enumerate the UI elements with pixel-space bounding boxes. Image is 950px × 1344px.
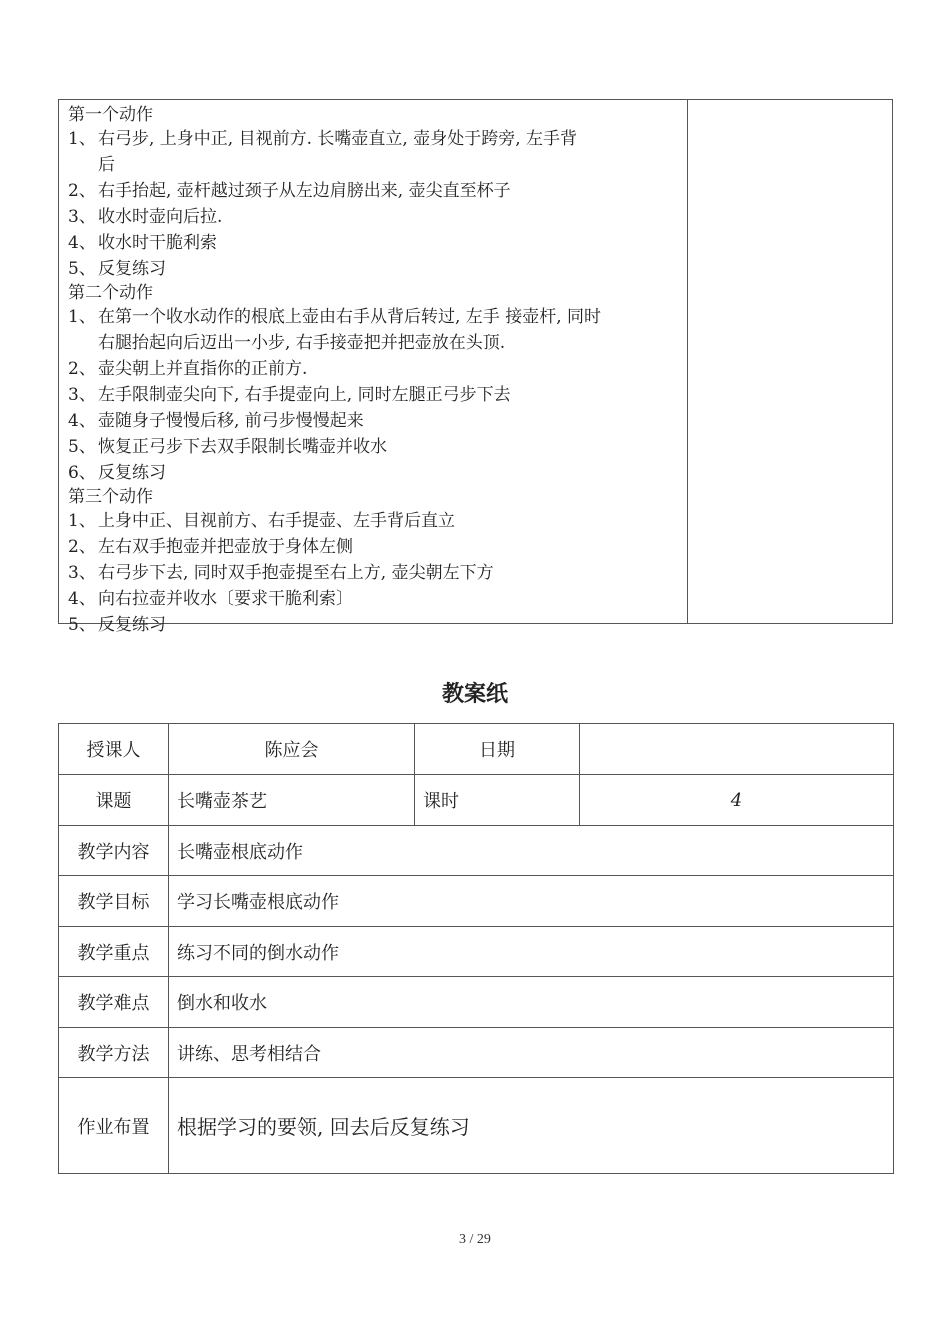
list-item	[68, 230, 668, 256]
item-text-continued: 后	[98, 155, 115, 175]
item-number: 4、	[68, 589, 96, 609]
list-item	[68, 178, 668, 204]
list-item	[68, 560, 668, 586]
item-text: 收水时干脆利索	[98, 233, 217, 253]
method-value: 讲练、思考相结合	[169, 1028, 894, 1078]
table-row	[59, 977, 894, 1028]
item-text: 右手抬起, 壶杆越过颈子从左边肩膀出来, 壶尖直至杯子	[98, 181, 511, 201]
item-text: 反复练习	[98, 463, 166, 483]
teacher-value: 陈应会	[169, 724, 415, 775]
item-text: 右弓步下去, 同时双手抱壶提至右上方, 壶尖朝左下方	[98, 563, 494, 583]
content-value: 长嘴壶根底动作	[169, 826, 894, 876]
list-item	[68, 586, 668, 612]
item-number: 1、	[68, 511, 96, 531]
hours-value: 4	[580, 775, 894, 826]
table-row	[59, 1078, 894, 1174]
key-point-label: 教学重点	[59, 927, 169, 977]
list-item	[68, 304, 668, 356]
list-item	[68, 408, 668, 434]
list-item	[68, 126, 668, 178]
item-number: 5、	[68, 615, 96, 635]
item-text: 向右拉壶并收水〔要求干脆利索〕	[98, 589, 353, 609]
item-text: 反复练习	[98, 259, 166, 279]
homework-label: 作业布置	[59, 1078, 169, 1174]
list-item	[68, 256, 668, 282]
item-number: 1、	[68, 307, 96, 327]
topic-value: 长嘴壶茶艺	[169, 775, 415, 826]
item-number: 4、	[68, 411, 96, 431]
section-title: 第三个动作	[68, 487, 153, 507]
hours-label: 课时	[415, 775, 580, 826]
item-text-continued: 右腿抬起向后迈出一小步, 右手接壶把并把壶放在头顶.	[98, 333, 506, 353]
item-number: 3、	[68, 207, 96, 227]
content-label: 教学内容	[59, 826, 169, 876]
item-text: 右弓步, 上身中正, 目视前方. 长嘴壶直立, 壶身处于跨旁, 左手背	[98, 129, 578, 149]
item-number: 2、	[68, 181, 96, 201]
list-item	[68, 508, 668, 534]
topic-label: 课题	[59, 775, 169, 826]
item-number: 5、	[68, 259, 96, 279]
date-label: 日期	[415, 724, 580, 775]
difficulty-value: 倒水和收水	[169, 977, 894, 1028]
section-title: 第一个动作	[68, 105, 153, 125]
list-item	[68, 460, 668, 486]
item-text: 左手限制壶尖向下, 右手提壶向上, 同时左腿正弓步下去	[98, 385, 511, 405]
item-text: 反复练习	[98, 615, 166, 635]
list-item	[68, 534, 668, 560]
item-number: 4、	[68, 233, 96, 253]
key-point-value: 练习不同的倒水动作	[169, 927, 894, 977]
item-number: 1、	[68, 129, 96, 149]
item-number: 2、	[68, 537, 96, 557]
table-row	[59, 1028, 894, 1078]
teacher-label: 授课人	[59, 724, 169, 775]
item-text: 壶随身子慢慢后移, 前弓步慢慢起来	[98, 411, 364, 431]
item-text: 上身中正、目视前方、右手提壶、左手背后直立	[98, 511, 455, 531]
item-number: 6、	[68, 463, 96, 483]
list-item	[68, 382, 668, 408]
goal-value: 学习长嘴壶根底动作	[169, 876, 894, 927]
table-row	[59, 826, 894, 876]
item-text: 左右双手抱壶并把壶放于身体左侧	[98, 537, 353, 557]
section-title: 第二个动作	[68, 283, 153, 303]
item-number: 3、	[68, 385, 96, 405]
item-text: 收水时壶向后拉.	[98, 207, 223, 227]
item-number: 3、	[68, 563, 96, 583]
item-text: 在第一个收水动作的根底上壶由右手从背后转过, 左手 接壶杆, 同时	[98, 307, 602, 327]
table-row	[59, 724, 894, 775]
list-item	[68, 356, 668, 382]
list-item	[68, 204, 668, 230]
goal-label: 教学目标	[59, 876, 169, 927]
item-number: 2、	[68, 359, 96, 379]
item-number: 5、	[68, 437, 96, 457]
action-steps	[68, 104, 668, 638]
item-text: 壶尖朝上并直指你的正前方.	[98, 359, 308, 379]
table-row	[59, 876, 894, 927]
list-item	[68, 612, 668, 638]
page-number: 3 / 29	[459, 1232, 491, 1247]
homework-value: 根据学习的要领, 回去后反复练习	[169, 1078, 894, 1174]
table-divider	[687, 100, 688, 623]
table-row	[59, 775, 894, 826]
table-row	[59, 927, 894, 977]
list-item	[68, 434, 668, 460]
item-text: 恢复正弓步下去双手限制长嘴壶并收水	[98, 437, 387, 457]
difficulty-label: 教学难点	[59, 977, 169, 1028]
method-label: 教学方法	[59, 1028, 169, 1078]
date-value	[580, 724, 894, 775]
lesson-plan-table	[58, 723, 894, 1174]
continued-table	[58, 99, 893, 635]
page-title: 教案纸	[441, 682, 508, 707]
